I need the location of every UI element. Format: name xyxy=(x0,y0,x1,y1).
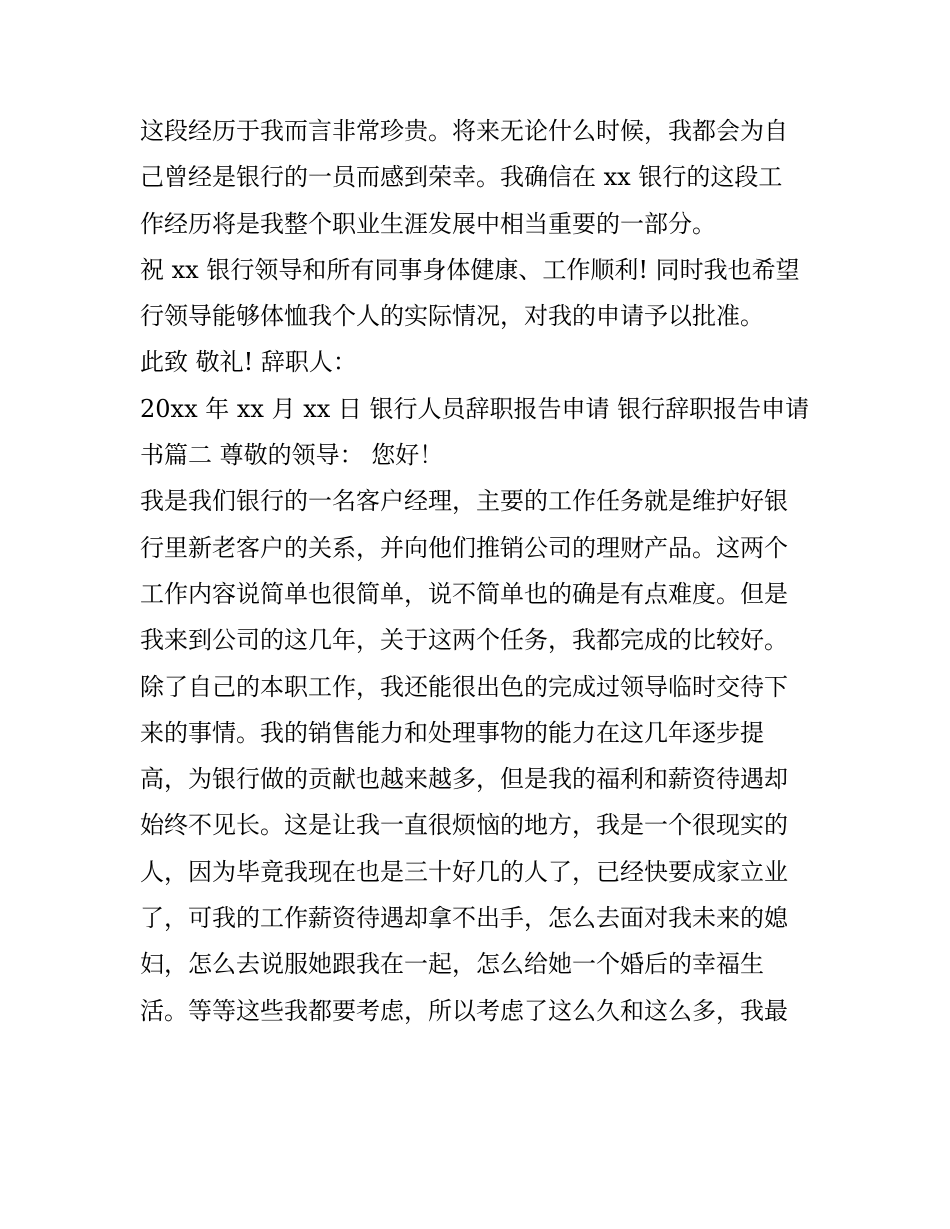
text-line: 高，为银行做的贡献也越来越多，但是我的福利和薪资待遇却 xyxy=(140,765,788,794)
text-line: 20xx 年 xx 月 xx 日 银行人员辞职报告申请 银行辞职报告申请 xyxy=(140,394,810,423)
text-line: 这段经历于我而言非常珍贵。将来无论什么时候，我都会为自 xyxy=(140,117,788,145)
text-line: 作经历将是我整个职业生涯发展中相当重要的一部分。 xyxy=(140,209,716,238)
text-line: 此致 敬礼! 辞职人： xyxy=(140,348,357,377)
text-line: 除了自己的本职工作，我还能很出色的完成过领导临时交待下 xyxy=(140,672,788,701)
text-line: 书篇二 尊敬的领导： 您好！ xyxy=(140,441,444,470)
text-line: 始终不见长。这是让我一直很烦恼的地方，我是一个很现实的 xyxy=(140,811,788,840)
text-line: 行里新老客户的关系，并向他们推销公司的理财产品。这两个 xyxy=(140,533,788,562)
document-body xyxy=(140,108,830,1034)
text-line: 我是我们银行的一名客户经理，主要的工作任务就是维护好银 xyxy=(140,487,788,516)
text-line: 了，可我的工作薪资待遇却拿不出手，怎么去面对我未来的媳 xyxy=(140,904,788,933)
text-line: 活。等等这些我都要考虑，所以考虑了这么久和这么多，我最 xyxy=(140,996,788,1025)
text-line: 妇，怎么去说服她跟我在一起，怎么给她一个婚后的幸福生 xyxy=(140,950,764,979)
text-line: 行领导能够体恤我个人的实际情况，对我的申请予以批准。 xyxy=(140,302,764,331)
text-line: 工作内容说简单也很简单，说不简单也的确是有点难度。但是 xyxy=(140,579,788,608)
text-line: 己曾经是银行的一员而感到荣幸。我确信在 xx 银行的这段工 xyxy=(140,163,783,192)
text-line: 来的事情。我的销售能力和处理事物的能力在这几年逐步提 xyxy=(140,718,764,747)
text-line: 人，因为毕竟我现在也是三十好几的人了，已经快要成家立业 xyxy=(140,857,788,886)
text-line: 祝 xx 银行领导和所有同事身体健康、工作顺利! 同时我也希望 xyxy=(140,255,800,284)
text-line: 我来到公司的这几年，关于这两个任务，我都完成的比较好。 xyxy=(140,626,788,655)
